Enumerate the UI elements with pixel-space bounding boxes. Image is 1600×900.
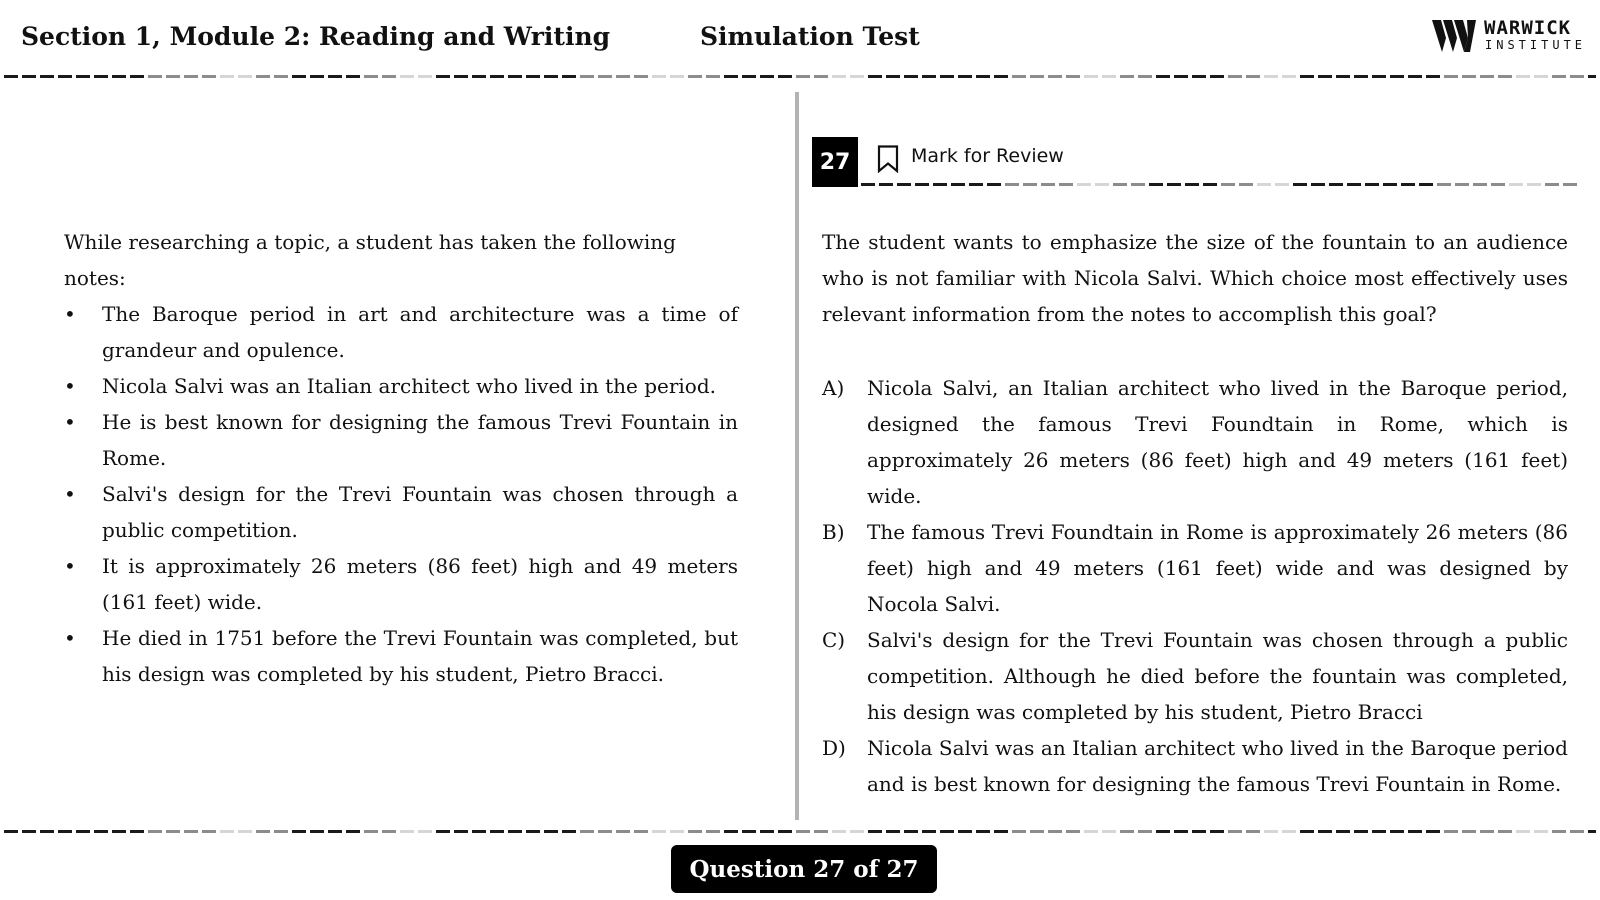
passage-intro: While researching a topic, a student has taken the following notes: xyxy=(64,230,676,290)
rule-dash xyxy=(328,830,342,833)
rule-dash xyxy=(256,830,270,833)
rule-dash xyxy=(364,75,378,78)
rule-dash xyxy=(1095,183,1109,186)
logo-name: WARWICK xyxy=(1484,17,1572,39)
notes-list xyxy=(64,296,738,692)
rule-dash xyxy=(1084,830,1098,833)
rule-dash xyxy=(112,75,126,78)
rule-dash xyxy=(688,75,702,78)
rule-dash xyxy=(292,830,306,833)
rule-dash xyxy=(706,75,720,78)
rule-dash xyxy=(472,830,486,833)
header xyxy=(0,0,1600,80)
rule-dash xyxy=(1048,75,1062,78)
rule-dash xyxy=(76,75,90,78)
bullet-icon: • xyxy=(64,374,76,398)
rule-dash xyxy=(987,183,1001,186)
note-text: The Baroque period in art and architecture was a time of grandeur and opulence. xyxy=(102,302,738,362)
rule-dash xyxy=(130,830,144,833)
rule-dash xyxy=(1552,75,1566,78)
rule-dash xyxy=(951,183,965,186)
rule-dash xyxy=(832,75,846,78)
rule-dash xyxy=(1203,183,1217,186)
note-item xyxy=(64,548,738,620)
question-number-badge: 27 xyxy=(812,137,858,187)
warwick-logo-icon xyxy=(1432,18,1478,54)
answer-choices xyxy=(822,370,1568,802)
rule-dash xyxy=(868,830,882,833)
rule-dash xyxy=(1516,830,1530,833)
rule-dash xyxy=(76,830,90,833)
rule-dash xyxy=(1239,183,1253,186)
rule-dash xyxy=(1473,183,1487,186)
rule-dash xyxy=(1023,183,1037,186)
rule-dash xyxy=(1300,75,1314,78)
header-dashed-rule xyxy=(4,75,1596,78)
rule-dash xyxy=(922,75,936,78)
rule-dash xyxy=(238,75,252,78)
rule-dash xyxy=(1149,183,1163,186)
rule-dash xyxy=(1444,830,1458,833)
rule-dash xyxy=(166,75,180,78)
note-item xyxy=(64,404,738,476)
rule-dash xyxy=(1480,75,1494,78)
rule-dash xyxy=(1552,830,1566,833)
rule-dash xyxy=(1372,75,1386,78)
rule-dash xyxy=(562,830,576,833)
rule-dash xyxy=(1221,183,1235,186)
rule-dash xyxy=(40,75,54,78)
rule-dash xyxy=(1264,75,1278,78)
rule-dash xyxy=(598,75,612,78)
rule-dash xyxy=(1462,830,1476,833)
rule-dash xyxy=(1509,183,1523,186)
rule-dash xyxy=(1419,183,1433,186)
note-item xyxy=(64,620,738,692)
rule-dash xyxy=(22,830,36,833)
rule-dash xyxy=(310,75,324,78)
answer-choice-b[interactable] xyxy=(822,514,1568,622)
bullet-icon: • xyxy=(64,626,76,650)
rule-dash xyxy=(778,75,792,78)
rule-dash xyxy=(1293,183,1307,186)
rule-dash xyxy=(1401,183,1415,186)
answer-choice-d[interactable] xyxy=(822,730,1568,802)
rule-dash xyxy=(562,75,576,78)
rule-dash xyxy=(1210,75,1224,78)
rule-dash xyxy=(526,75,540,78)
rule-dash xyxy=(1174,830,1188,833)
rule-dash xyxy=(832,830,846,833)
rule-dash xyxy=(1257,183,1271,186)
rule-dash xyxy=(1156,75,1170,78)
rule-dash xyxy=(1527,183,1541,186)
rule-dash xyxy=(130,75,144,78)
rule-dash xyxy=(364,830,378,833)
rule-dash xyxy=(1437,183,1451,186)
rule-dash xyxy=(724,75,738,78)
question-progress-button[interactable]: Question 27 of 27 xyxy=(671,845,937,893)
warwick-logo xyxy=(1432,16,1587,56)
rule-dash xyxy=(382,75,396,78)
note-text: He died in 1751 before the Trevi Fountain was completed, but his design was completed by his student, Pietro Bracci. xyxy=(102,626,738,686)
rule-dash xyxy=(1498,75,1512,78)
section-title: Section 1, Module 2: Reading and Writing xyxy=(21,22,611,51)
rule-dash xyxy=(886,75,900,78)
rule-dash xyxy=(904,830,918,833)
rule-dash xyxy=(1246,75,1260,78)
rule-dash xyxy=(4,830,18,833)
rule-dash xyxy=(292,75,306,78)
rule-dash xyxy=(1228,75,1242,78)
rule-dash xyxy=(256,75,270,78)
rule-dash xyxy=(1588,75,1596,78)
rule-dash xyxy=(1498,830,1512,833)
rule-dash xyxy=(1408,830,1422,833)
rule-dash xyxy=(508,830,522,833)
rule-dash xyxy=(274,75,288,78)
rule-dash xyxy=(400,75,414,78)
rule-dash xyxy=(1041,183,1055,186)
rule-dash xyxy=(508,75,522,78)
rule-dash xyxy=(670,75,684,78)
rule-dash xyxy=(1102,830,1116,833)
rule-dash xyxy=(1192,830,1206,833)
rule-dash xyxy=(1210,830,1224,833)
rule-dash xyxy=(969,183,983,186)
rule-dash xyxy=(940,830,954,833)
question-header-dashed-rule xyxy=(861,183,1581,186)
rule-dash xyxy=(1120,75,1134,78)
rule-dash xyxy=(1563,183,1577,186)
rule-dash xyxy=(400,830,414,833)
rule-dash xyxy=(814,830,828,833)
rule-dash xyxy=(1365,183,1379,186)
rule-dash xyxy=(994,75,1008,78)
rule-dash xyxy=(1030,830,1044,833)
logo-subtitle: INSTITUTE xyxy=(1485,38,1587,52)
rule-dash xyxy=(897,183,911,186)
rule-dash xyxy=(742,830,756,833)
rule-dash xyxy=(1588,830,1596,833)
rule-dash xyxy=(40,830,54,833)
answer-choice-c[interactable] xyxy=(822,622,1568,730)
rule-dash xyxy=(724,830,738,833)
rule-dash xyxy=(526,830,540,833)
rule-dash xyxy=(1192,75,1206,78)
rule-dash xyxy=(544,75,558,78)
rule-dash xyxy=(670,830,684,833)
note-item xyxy=(64,368,738,404)
rule-dash xyxy=(958,75,972,78)
rule-dash xyxy=(940,75,954,78)
rule-dash xyxy=(1102,75,1116,78)
rule-dash xyxy=(1156,830,1170,833)
rule-dash xyxy=(472,75,486,78)
footer-dashed-rule xyxy=(4,830,1596,833)
rule-dash xyxy=(274,830,288,833)
rule-dash xyxy=(58,75,72,78)
rule-dash xyxy=(454,75,468,78)
passage-pane xyxy=(64,224,738,692)
rule-dash xyxy=(915,183,929,186)
rule-dash xyxy=(1300,830,1314,833)
rule-dash xyxy=(760,830,774,833)
rule-dash xyxy=(742,75,756,78)
rule-dash xyxy=(1084,75,1098,78)
rule-dash xyxy=(1077,183,1091,186)
rule-dash xyxy=(1336,830,1350,833)
rule-dash xyxy=(166,830,180,833)
rule-dash xyxy=(958,830,972,833)
rule-dash xyxy=(922,830,936,833)
rule-dash xyxy=(1534,830,1548,833)
note-text: It is approximately 26 meters (86 feet) high and 49 meters (161 feet) wide. xyxy=(102,554,738,614)
rule-dash xyxy=(1030,75,1044,78)
bookmark-icon[interactable] xyxy=(877,145,899,173)
rule-dash xyxy=(814,75,828,78)
rule-dash xyxy=(202,75,216,78)
choice-letter: C) xyxy=(822,628,846,652)
rule-dash xyxy=(994,830,1008,833)
rule-dash xyxy=(4,75,18,78)
bullet-icon: • xyxy=(64,302,76,326)
note-text: He is best known for designing the famous Trevi Fountain in Rome. xyxy=(102,410,738,470)
pane-divider[interactable] xyxy=(795,92,799,820)
rule-dash xyxy=(454,830,468,833)
rule-dash xyxy=(490,830,504,833)
rule-dash xyxy=(861,183,875,186)
rule-dash xyxy=(346,75,360,78)
rule-dash xyxy=(1534,75,1548,78)
bullet-icon: • xyxy=(64,554,76,578)
rule-dash xyxy=(490,75,504,78)
rule-dash xyxy=(1167,183,1181,186)
rule-dash xyxy=(652,75,666,78)
choice-letter: B) xyxy=(822,520,845,544)
rule-dash xyxy=(184,830,198,833)
rule-dash xyxy=(904,75,918,78)
answer-choice-a[interactable] xyxy=(822,370,1568,514)
note-text: Nicola Salvi was an Italian architect who lived in the period. xyxy=(102,374,716,398)
rule-dash xyxy=(1329,183,1343,186)
rule-dash xyxy=(850,75,864,78)
rule-dash xyxy=(580,830,594,833)
rule-dash xyxy=(1246,830,1260,833)
rule-dash xyxy=(1480,830,1494,833)
rule-dash xyxy=(1131,183,1145,186)
rule-dash xyxy=(706,830,720,833)
rule-dash xyxy=(1311,183,1325,186)
rule-dash xyxy=(760,75,774,78)
rule-dash xyxy=(436,75,450,78)
rule-dash xyxy=(328,75,342,78)
note-item xyxy=(64,476,738,548)
rule-dash xyxy=(879,183,893,186)
rule-dash xyxy=(1275,183,1289,186)
bullet-icon: • xyxy=(64,482,76,506)
rule-dash xyxy=(1347,183,1361,186)
rule-dash xyxy=(1383,183,1397,186)
rule-dash xyxy=(1426,75,1440,78)
rule-dash xyxy=(1012,830,1026,833)
rule-dash xyxy=(94,75,108,78)
rule-dash xyxy=(112,830,126,833)
rule-dash xyxy=(634,830,648,833)
rule-dash xyxy=(22,75,36,78)
bullet-icon: • xyxy=(64,410,76,434)
rule-dash xyxy=(1354,830,1368,833)
rule-dash xyxy=(1336,75,1350,78)
rule-dash xyxy=(58,830,72,833)
rule-dash xyxy=(976,75,990,78)
rule-dash xyxy=(1059,183,1073,186)
rule-dash xyxy=(148,75,162,78)
rule-dash xyxy=(616,75,630,78)
rule-dash xyxy=(1138,75,1152,78)
rule-dash xyxy=(634,75,648,78)
rule-dash xyxy=(976,830,990,833)
rule-dash xyxy=(1491,183,1505,186)
rule-dash xyxy=(94,830,108,833)
rule-dash xyxy=(346,830,360,833)
rule-dash xyxy=(1066,830,1080,833)
rule-dash xyxy=(418,830,432,833)
choice-letter: A) xyxy=(822,376,845,400)
choice-letter: D) xyxy=(822,736,846,760)
rule-dash xyxy=(382,830,396,833)
rule-dash xyxy=(1462,75,1476,78)
rule-dash xyxy=(1005,183,1019,186)
rule-dash xyxy=(598,830,612,833)
question-stem: The student wants to emphasize the size of the fountain to an audience who is not familiar with Nicola Salvi. Which choice most effectively uses relevant information from the notes to accomplish this goal? xyxy=(822,230,1568,326)
rule-dash xyxy=(220,830,234,833)
rule-dash xyxy=(796,75,810,78)
rule-dash xyxy=(616,830,630,833)
rule-dash xyxy=(1570,830,1584,833)
rule-dash xyxy=(1545,183,1559,186)
rule-dash xyxy=(580,75,594,78)
rule-dash xyxy=(796,830,810,833)
rule-dash xyxy=(1282,830,1296,833)
rule-dash xyxy=(1354,75,1368,78)
rule-dash xyxy=(310,830,324,833)
rule-dash xyxy=(1318,830,1332,833)
rule-dash xyxy=(148,830,162,833)
rule-dash xyxy=(220,75,234,78)
rule-dash xyxy=(1516,75,1530,78)
rule-dash xyxy=(868,75,882,78)
rule-dash xyxy=(1228,830,1242,833)
rule-dash xyxy=(1185,183,1199,186)
rule-dash xyxy=(1390,830,1404,833)
rule-dash xyxy=(1048,830,1062,833)
rule-dash xyxy=(1120,830,1134,833)
rule-dash xyxy=(202,830,216,833)
rule-dash xyxy=(1390,75,1404,78)
note-item xyxy=(64,296,738,368)
rule-dash xyxy=(184,75,198,78)
choice-text: Nicola Salvi was an Italian architect who lived in the Baroque period and is best known for designing the famous Trevi Fountain in Rome. xyxy=(867,736,1568,796)
rule-dash xyxy=(436,830,450,833)
rule-dash xyxy=(850,830,864,833)
rule-dash xyxy=(1426,830,1440,833)
rule-dash xyxy=(1408,75,1422,78)
rule-dash xyxy=(1455,183,1469,186)
mark-for-review-button[interactable]: Mark for Review xyxy=(911,145,1064,167)
rule-dash xyxy=(1174,75,1188,78)
rule-dash xyxy=(1318,75,1332,78)
rule-dash xyxy=(778,830,792,833)
rule-dash xyxy=(1444,75,1458,78)
rule-dash xyxy=(652,830,666,833)
rule-dash xyxy=(688,830,702,833)
choice-text: The famous Trevi Foundtain in Rome is approximately 26 meters (86 feet) high and 49 meters (161 feet) wide and was designed by Nocola Salvi. xyxy=(867,520,1568,616)
rule-dash xyxy=(1264,830,1278,833)
rule-dash xyxy=(1282,75,1296,78)
rule-dash xyxy=(1012,75,1026,78)
test-title: Simulation Test xyxy=(700,22,920,51)
rule-dash xyxy=(544,830,558,833)
rule-dash xyxy=(886,830,900,833)
rule-dash xyxy=(238,830,252,833)
note-text: Salvi's design for the Trevi Fountain was chosen through a public competition. xyxy=(102,482,738,542)
rule-dash xyxy=(1066,75,1080,78)
rule-dash xyxy=(1113,183,1127,186)
rule-dash xyxy=(418,75,432,78)
rule-dash xyxy=(1138,830,1152,833)
choice-text: Nicola Salvi, an Italian architect who lived in the Baroque period, designed the famous Trevi Foundtain in Rome, which is approximately 26 meters (86 feet) high and 49 meters (161 feet) wide. xyxy=(867,376,1568,508)
rule-dash xyxy=(1570,75,1584,78)
rule-dash xyxy=(1372,830,1386,833)
choice-text: Salvi's design for the Trevi Fountain was chosen through a public competition. Although he died before the fountain was completed, his design was completed by his student, Pietro Bracci xyxy=(867,628,1568,724)
rule-dash xyxy=(933,183,947,186)
